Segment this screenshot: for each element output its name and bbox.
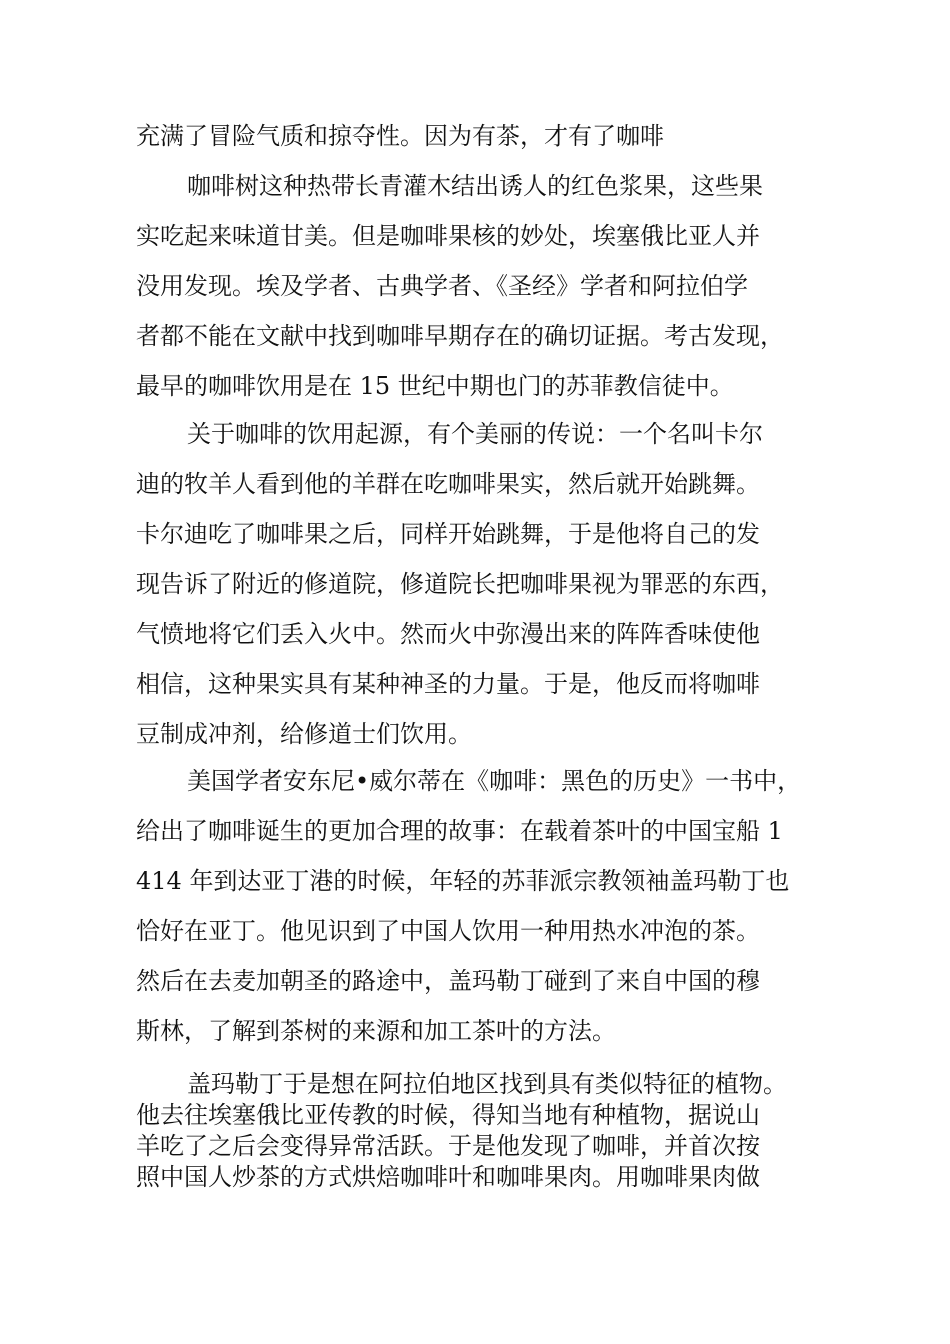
text-line: 没用发现。埃及学者、古典学者、《圣经》学者和阿拉伯学 bbox=[136, 272, 748, 300]
text-line: 现告诉了附近的修道院，修道院长把咖啡果视为罪恶的东西， bbox=[136, 570, 784, 598]
text-line: 盖玛勒丁于是想在阿拉伯地区找到具有类似特征的植物。 bbox=[187, 1070, 787, 1098]
text-line: 然后在去麦加朝圣的路途中，盖玛勒丁碰到了来自中国的穆 bbox=[136, 967, 760, 995]
text-line: 最早的咖啡饮用是在 15 世纪中期也门的苏菲教信徒中。 bbox=[136, 372, 734, 400]
text-line: 者都不能在文献中找到咖啡早期存在的确切证据。考古发现， bbox=[136, 322, 784, 350]
paragraph-1 bbox=[136, 111, 664, 161]
paragraph-3 bbox=[136, 409, 784, 759]
text-line: 414 年到达亚丁港的时候，年轻的苏菲派宗教领袖盖玛勒丁也 bbox=[136, 867, 790, 895]
text-line: 他去往埃塞俄比亚传教的时候，得知当地有种植物，据说山 bbox=[136, 1101, 760, 1129]
text-line: 充满了冒险气质和掠夺性。因为有茶，才有了咖啡 bbox=[136, 122, 664, 150]
text-line: 咖啡树这种热带长青灌木结出诱人的红色浆果，这些果 bbox=[187, 172, 763, 200]
paragraph-4 bbox=[136, 756, 801, 1056]
text-line: 气愤地将它们丢入火中。然而火中弥漫出来的阵阵香味使他 bbox=[136, 620, 760, 648]
text-line: 斯林，了解到茶树的来源和加工茶叶的方法。 bbox=[136, 1017, 616, 1045]
text-line: 卡尔迪吃了咖啡果之后，同样开始跳舞，于是他将自己的发 bbox=[136, 520, 760, 548]
text-line: 美国学者安东尼•威尔蒂在《咖啡：黑色的历史》一书中， bbox=[187, 767, 802, 795]
paragraph-5 bbox=[136, 1069, 787, 1193]
text-line: 实吃起来味道甘美。但是咖啡果核的妙处，埃塞俄比亚人并 bbox=[136, 222, 760, 250]
text-line: 恰好在亚丁。他见识到了中国人饮用一种用热水冲泡的茶。 bbox=[136, 917, 760, 945]
text-line: 相信，这种果实具有某种神圣的力量。于是，他反而将咖啡 bbox=[136, 670, 760, 698]
text-line: 给出了咖啡诞生的更加合理的故事：在载着茶叶的中国宝船 1 bbox=[136, 817, 783, 845]
text-line: 羊吃了之后会变得异常活跃。于是他发现了咖啡，并首次按 bbox=[136, 1132, 760, 1160]
paragraph-2 bbox=[136, 161, 784, 411]
text-line: 迪的牧羊人看到他的羊群在吃咖啡果实，然后就开始跳舞。 bbox=[136, 470, 760, 498]
text-line: 照中国人炒茶的方式烘焙咖啡叶和咖啡果肉。用咖啡果肉做 bbox=[136, 1163, 760, 1191]
text-line: 豆制成冲剂，给修道士们饮用。 bbox=[136, 720, 472, 748]
text-line: 关于咖啡的饮用起源，有个美丽的传说：一个名叫卡尔 bbox=[187, 420, 763, 448]
